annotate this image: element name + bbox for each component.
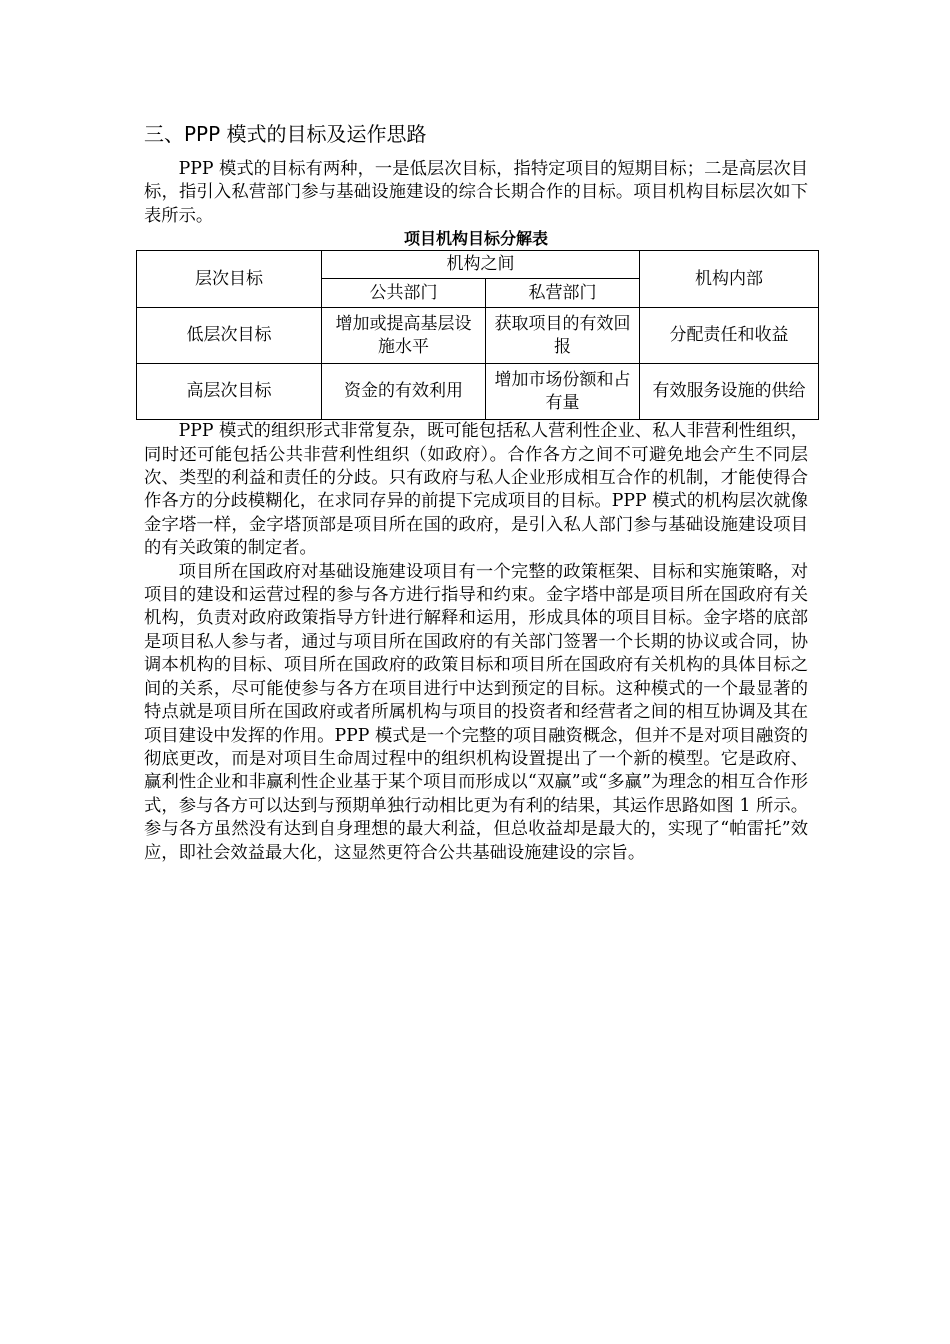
row-internal-cell: 分配责任和收益 [640,308,819,364]
goal-decomposition-table [136,250,819,420]
row-public-cell: 增加或提高基层设施水平 [322,308,486,364]
header-internal: 机构内部 [640,251,819,308]
table-caption: 项目机构目标分解表 [403,229,548,249]
header-level: 层次目标 [137,251,322,308]
header-between: 机构之间 [322,251,640,279]
paragraph-goals: PPP 模式的目标有两种，一是低层次目标，指特定项目的短期目标；二是高层次目标，指引入私营部门参与基础设施建设的综合长期合作的目标。项目机构目标层次如下表所示。 [144,159,808,226]
table-row [137,364,819,420]
row-private-cell: 增加市场份额和占有量 [486,364,640,420]
row-level-cell: 高层次目标 [137,364,322,420]
row-private-cell: 获取项目的有效回报 [486,308,640,364]
table-row [137,308,819,364]
document-page [144,118,808,865]
row-level-cell: 低层次目标 [137,308,322,364]
paragraph-organization: PPP 模式的组织形式非常复杂，既可能包括私人营利性企业、私人非营利性组织，同时还可能包括公共非营利性组织（如政府）。合作各方之间不可避免地会产生不同层次、类型的利益和责任的分歧。只有政府与私人企业形成相互合作的机制，才能使得合作各方的分歧模糊化，在求同存异的前提下完成项目的目标。PPP 模式的机构层次就像金字塔一样，金字塔顶部是项目所在国的政府，是引入私人部门参与基础设施建设项目的有关政策的制定者。 [144,421,808,559]
table-header-row [137,251,819,279]
header-private: 私营部门 [486,279,640,308]
row-internal-cell: 有效服务设施的供给 [640,364,819,420]
section-heading: 三、PPP 模式的目标及运作思路 [144,122,427,146]
row-public-cell: 资金的有效利用 [322,364,486,420]
paragraph-pyramid: 项目所在国政府对基础设施建设项目有一个完整的政策框架、目标和实施策略，对项目的建设和运营过程的参与各方进行指导和约束。金字塔中部是项目所在国政府有关机构，负责对政府政策指导方针进行解释和运用，形成具体的项目目标。金字塔的底部是项目私人参与者，通过与项目所在国政府的有关部门签署一个长期的协议或合同，协调本机构的目标、项目所在国政府的政策目标和项目所在国政府有关机构的具体目标之间的关系，尽可能使参与各方在项目进行中达到预定的目标。这种模式的一个最显著的特点就是项目所在国政府或者所属机构与项目的投资者和经营者之间的相互协调及其在项目建设中发挥的作用。PPP 模式是一个完整的项目融资概念，但并不是对项目融资的彻底更改，而是对项目生命周过程中的组织机构设置提出了一个新的模型。它是政府、赢利性企业和非赢利性企业基于某个项目而形成以“双赢”或“多赢”为理念的相互合作形式，参与各方可以达到与预期单独行动相比更为有利的结果，其运作思路如图 1 所示。参与各方虽然没有达到自身理想的最大利益，但总收益却是最大的，实现了“帕雷托”效应，即社会效益最大化，这显然更符合公共基础设施建设的宗旨。 [144,561,808,863]
header-public: 公共部门 [322,279,486,308]
